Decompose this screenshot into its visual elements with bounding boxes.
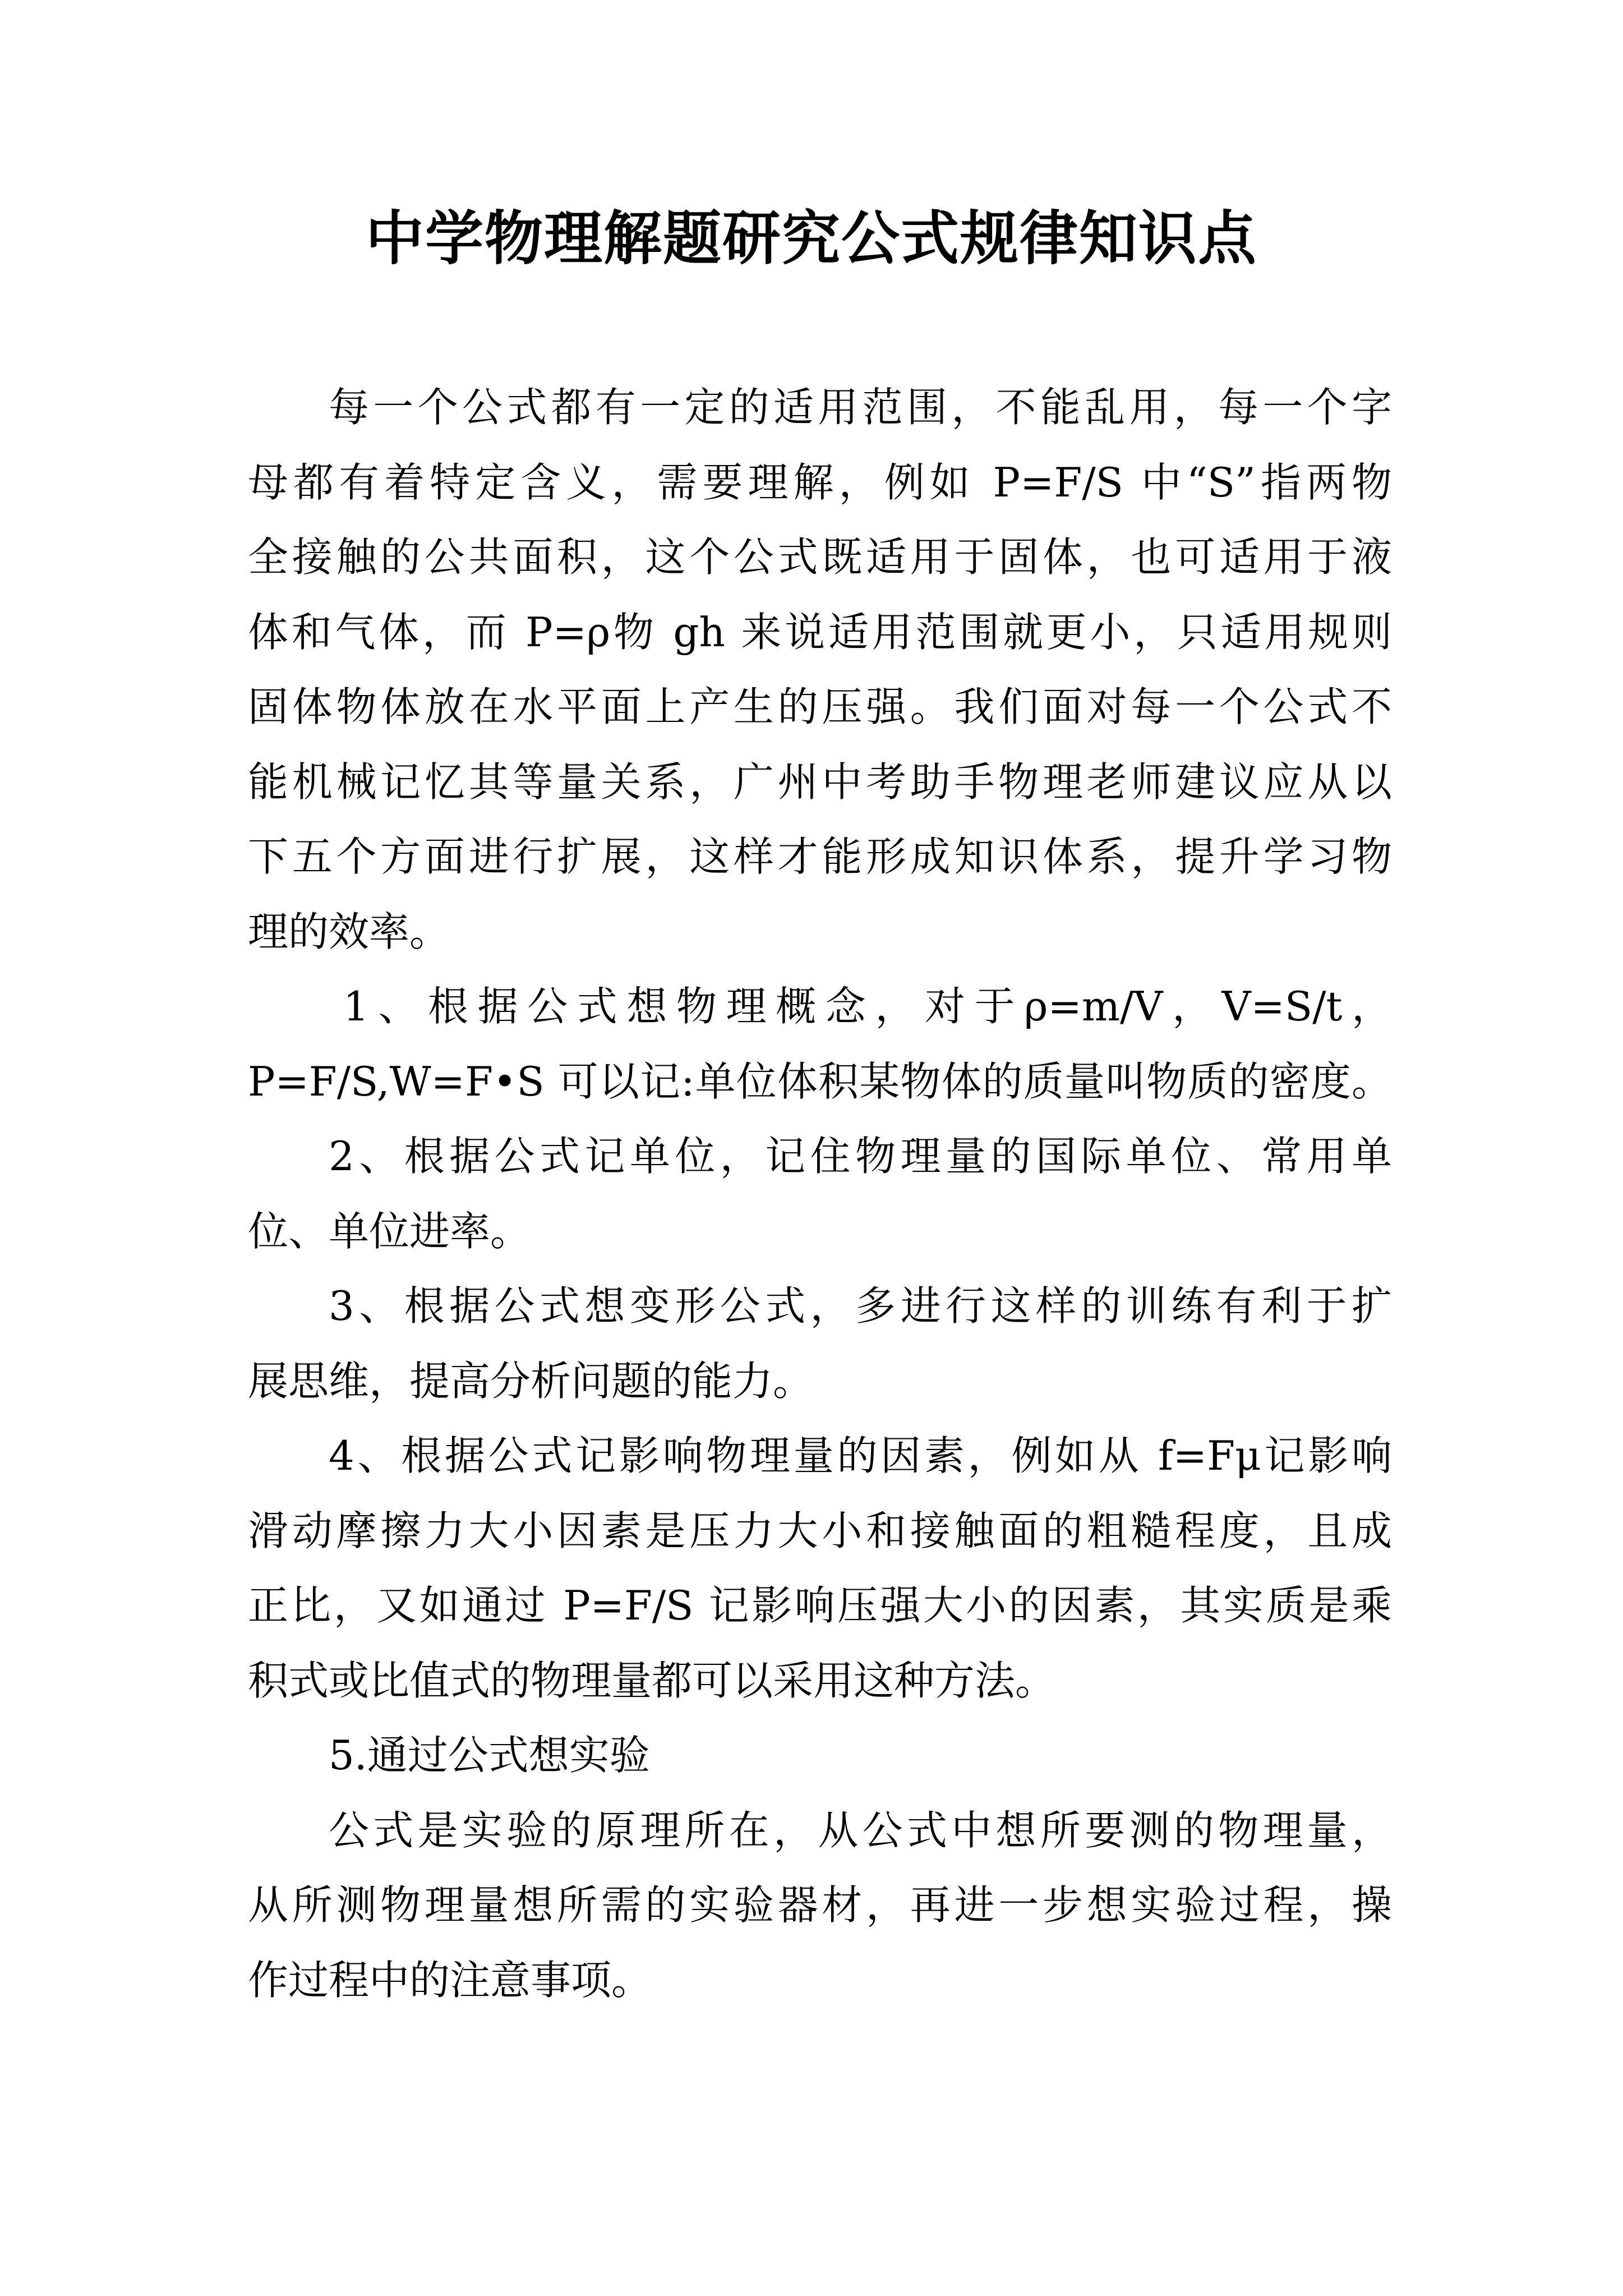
paragraph-1-line-2: 母都有着特定含义，需要理解，例如 P=F/S 中“S”指两物: [248, 458, 1392, 506]
item-3-line-1: 3、根据公式想变形公式，多进行这样的训练有利于扩: [329, 1282, 1392, 1329]
document-title: 中学物理解题研究公式规律知识点: [365, 204, 1257, 273]
paragraph-2-line-2: 从所测物理量想所需的实验器材，再进一步想实验过程，操: [248, 1881, 1392, 1929]
paragraph-2-line-1: 公式是实验的原理所在，从公式中想所要测的物理量，: [329, 1806, 1392, 1854]
paragraph-1-line-7: 下五个方面进行扩展，这样才能形成知识体系，提升学习物: [248, 833, 1392, 880]
paragraph-1-line-4: 体和气体，而 P=ρ物 gh 来说适用范围就更小，只适用规则: [248, 608, 1392, 656]
item-4-line-2: 滑动摩擦力大小因素是压力大小和接触面的粗糙程度，且成: [248, 1507, 1392, 1554]
paragraph-1-line-8: 理的效率。: [248, 908, 450, 955]
paragraph-1-line-5: 固体物体放在水平面上产生的压强。我们面对每一个公式不: [248, 683, 1392, 730]
item-5-heading: 5.通过公式想实验: [329, 1732, 650, 1779]
paragraph-1-line-3: 全接触的公共面积，这个公式既适用于固体，也可适用于液: [248, 533, 1392, 581]
item-4-line-4: 积式或比值式的物理量都可以采用这种方法。: [248, 1657, 1056, 1704]
paragraph-1-line-6: 能机械记忆其等量关系，广州中考助手物理老师建议应从以: [248, 758, 1392, 806]
item-2-line-2: 位、单位进率。: [248, 1207, 531, 1255]
item-4-line-3: 正比，又如通过 P=F/S 记影响压强大小的因素，其实质是乘: [248, 1582, 1392, 1629]
paragraph-2-line-3: 作过程中的注意事项。: [248, 1956, 652, 2004]
document-body: [248, 370, 1392, 2018]
item-4-line-1: 4、根据公式记影响物理量的因素，例如从 f=Fμ记影响: [329, 1432, 1392, 1479]
item-3-line-2: 展思维，提高分析问题的能力。: [248, 1357, 814, 1405]
item-1-line-1: 1、根据公式想物理概念，对于ρ=m/V，V=S/t，: [343, 983, 1392, 1030]
item-2-line-1: 2、根据公式记单位，记住物理量的国际单位、常用单: [329, 1133, 1392, 1180]
item-1-line-2: P=F/S,W=F•S 可以记:单位体积某物体的质量叫物质的密度。: [248, 1057, 1392, 1105]
paragraph-1-line-1: 每一个公式都有一定的适用范围，不能乱用，每一个字: [329, 384, 1392, 431]
